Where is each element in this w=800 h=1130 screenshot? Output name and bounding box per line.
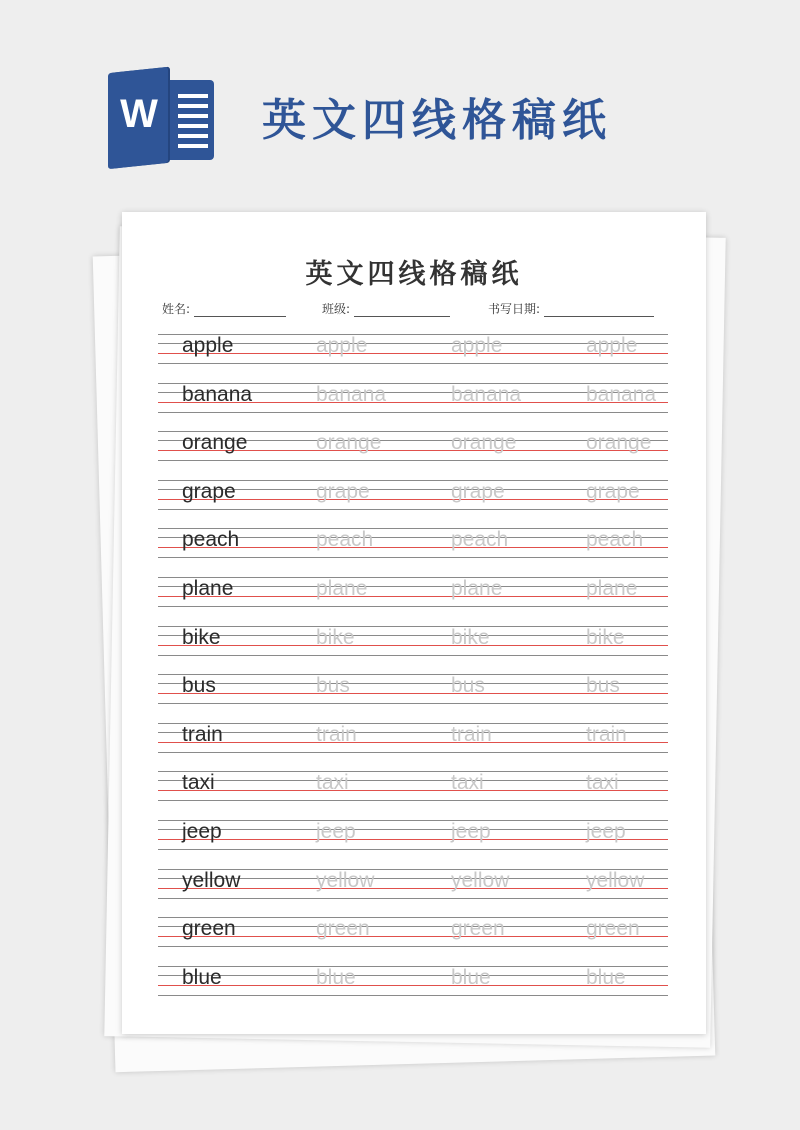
model-word: bike [182, 625, 221, 649]
date-field[interactable] [488, 300, 654, 320]
trace-word: orange [451, 431, 517, 455]
trace-word: green [586, 917, 640, 941]
class-underline[interactable] [354, 302, 450, 317]
writing-row [158, 381, 668, 430]
trace-word: blue [451, 965, 491, 989]
model-word: train [182, 722, 223, 746]
writing-row [158, 624, 668, 673]
trace-word: blue [316, 965, 356, 989]
banner-title: 英文四线格稿纸 [262, 95, 612, 146]
model-word: green [182, 917, 236, 941]
writing-row [158, 526, 668, 575]
trace-word: bike [586, 625, 625, 649]
model-word: bus [182, 674, 216, 698]
writing-row [158, 332, 668, 381]
class-label: 班级: [322, 302, 351, 316]
writing-row [158, 915, 668, 964]
writing-row [158, 867, 668, 916]
trace-word: jeep [451, 819, 491, 843]
model-word: plane [182, 576, 234, 600]
trace-word: taxi [586, 771, 619, 795]
trace-word: taxi [316, 771, 349, 795]
trace-word: apple [316, 334, 368, 357]
trace-word: grape [316, 479, 370, 503]
writing-row [158, 429, 668, 478]
worksheet-page [122, 212, 706, 1034]
trace-word: jeep [316, 819, 356, 843]
trace-word: bus [586, 674, 620, 698]
four-line-grid [158, 332, 668, 1012]
name-field[interactable] [162, 300, 286, 320]
trace-word: peach [586, 528, 644, 552]
trace-word: taxi [451, 771, 484, 795]
trace-word: banana [316, 382, 387, 406]
date-underline[interactable] [544, 302, 654, 317]
trace-word: green [451, 917, 505, 941]
model-word: orange [182, 431, 248, 455]
model-word: yellow [182, 868, 241, 892]
name-label: 姓名: [162, 302, 191, 316]
word-logo-letter: W [120, 92, 158, 136]
trace-word: peach [316, 528, 374, 552]
trace-word: bus [451, 674, 485, 698]
trace-word: yellow [586, 868, 645, 892]
writing-row [158, 721, 668, 770]
model-word: apple [182, 334, 234, 357]
page-title: 英文四线格稿纸 [305, 259, 523, 290]
model-word: blue [182, 965, 222, 989]
trace-word: bike [316, 625, 355, 649]
model-word: taxi [182, 771, 215, 795]
writing-row [158, 575, 668, 624]
trace-word: plane [451, 576, 503, 600]
date-label: 书写日期: [488, 302, 541, 316]
trace-word: train [451, 722, 492, 746]
trace-word: bike [451, 625, 490, 649]
trace-word: grape [586, 479, 640, 503]
trace-word: orange [586, 431, 652, 455]
trace-word: green [316, 917, 370, 941]
trace-word: train [586, 722, 627, 746]
trace-word: yellow [316, 868, 375, 892]
writing-row [158, 672, 668, 721]
banner [0, 0, 800, 200]
model-word: banana [182, 382, 253, 406]
model-word: grape [182, 479, 236, 503]
trace-word: plane [316, 576, 368, 600]
trace-word: blue [586, 965, 626, 989]
writing-row [158, 818, 668, 867]
model-word: jeep [182, 819, 222, 843]
trace-word: plane [586, 576, 638, 600]
trace-word: orange [316, 431, 382, 455]
trace-word: train [316, 722, 357, 746]
writing-row [158, 478, 668, 527]
trace-word: peach [451, 528, 509, 552]
model-word: peach [182, 528, 240, 552]
trace-word: banana [451, 382, 522, 406]
trace-word: jeep [586, 819, 626, 843]
word-icon [108, 70, 216, 166]
trace-word: apple [586, 334, 638, 357]
writing-row [158, 964, 668, 1013]
trace-word: bus [316, 674, 350, 698]
trace-word: yellow [451, 868, 510, 892]
writing-row [158, 769, 668, 818]
class-field[interactable] [322, 300, 450, 320]
trace-word: apple [451, 334, 503, 357]
trace-word: grape [451, 479, 505, 503]
name-underline[interactable] [194, 302, 286, 317]
trace-word: banana [586, 382, 657, 406]
